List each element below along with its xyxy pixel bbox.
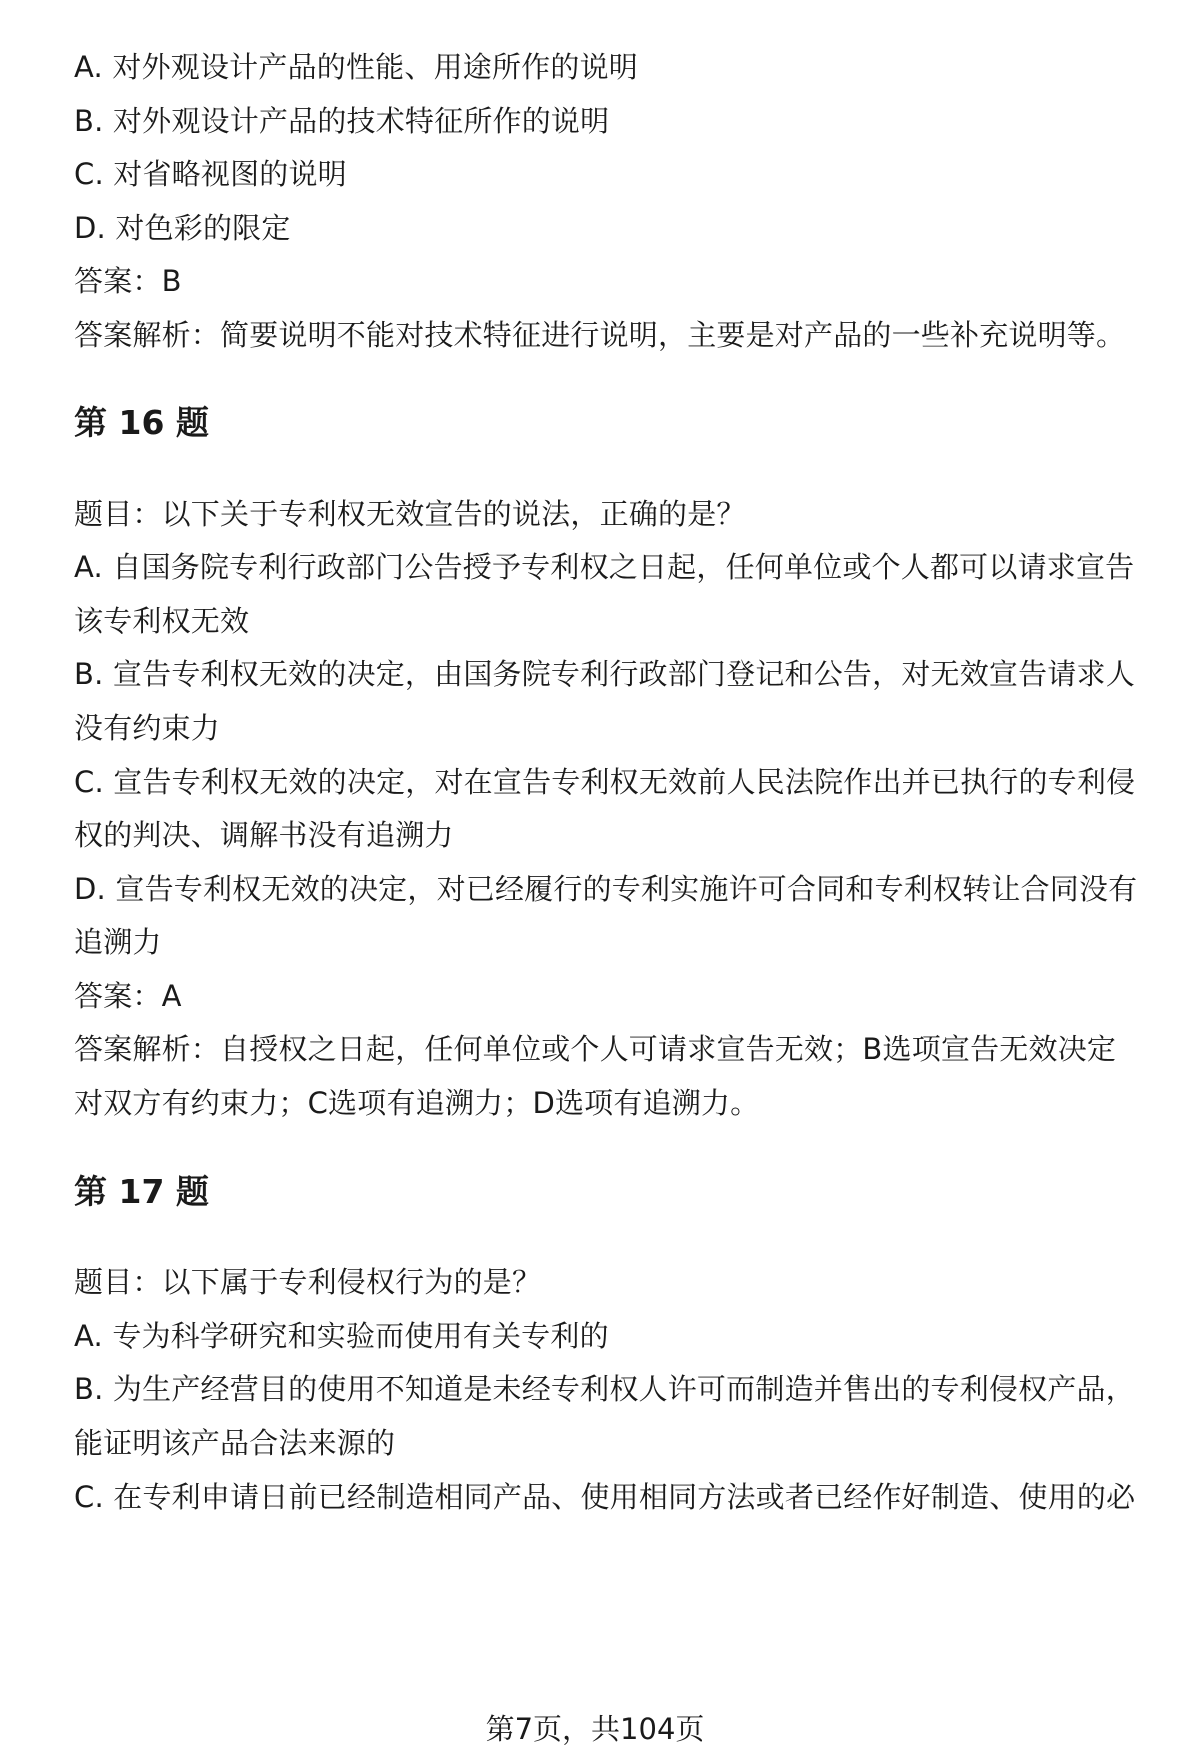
q15-option-a: A. 对外观设计产品的性能、用途所作的说明 — [74, 50, 638, 84]
page-number-footer: 第7页，共104页 — [485, 1712, 705, 1746]
q16-analysis-line1: 答案解析：自授权之日起，任何单位或个人可请求宣告无效；B选项宣告无效决定 — [74, 1032, 1117, 1066]
q17-option-b-line2: 能证明该产品合法来源的 — [74, 1426, 396, 1460]
q17-heading: 第 17 题 — [74, 1172, 209, 1211]
q15-option-c: C. 对省略视图的说明 — [74, 157, 347, 191]
q17-option-b-line1: B. 为生产经营目的使用不知道是未经专利权人许可而制造并售出的专利侵权产品， — [74, 1372, 1135, 1406]
q16-option-c-line2: 权的判决、调解书没有追溯力 — [74, 818, 454, 852]
q16-question: 题目：以下关于专利权无效宣告的说法，正确的是？ — [74, 497, 746, 531]
q15-option-b: B. 对外观设计产品的技术特征所作的说明 — [74, 104, 610, 138]
q16-heading: 第 16 题 — [74, 403, 209, 442]
q17-question: 题目：以下属于专利侵权行为的是？ — [74, 1265, 542, 1299]
q16-option-b-line2: 没有约束力 — [74, 711, 221, 745]
q16-option-d-line1: D. 宣告专利权无效的决定，对已经履行的专利实施许可合同和专利权转让合同没有 — [74, 872, 1138, 906]
q15-answer: 答案：B — [74, 264, 182, 298]
q15-analysis: 答案解析：简要说明不能对技术特征进行说明，主要是对产品的一些补充说明等。 — [74, 318, 1126, 352]
q16-analysis-line2: 对双方有约束力；C选项有追溯力；D选项有追溯力。 — [74, 1086, 760, 1120]
q16-option-a-line1: A. 自国务院专利行政部门公告授予专利权之日起，任何单位或个人都可以请求宣告 — [74, 550, 1135, 584]
q16-option-a-line2: 该专利权无效 — [74, 604, 250, 638]
q16-option-c-line1: C. 宣告专利权无效的决定，对在宣告专利权无效前人民法院作出并已执行的专利侵 — [74, 765, 1136, 799]
q16-option-b-line1: B. 宣告专利权无效的决定，由国务院专利行政部门登记和公告，对无效宣告请求人 — [74, 657, 1135, 691]
q17-option-a: A. 专为科学研究和实验而使用有关专利的 — [74, 1319, 609, 1353]
q16-option-d-line2: 追溯力 — [74, 925, 162, 959]
q15-option-d: D. 对色彩的限定 — [74, 211, 291, 245]
q17-option-c-line1: C. 在专利申请日前已经制造相同产品、使用相同方法或者已经作好制造、使用的必 — [74, 1480, 1136, 1514]
q16-answer: 答案：A — [74, 979, 182, 1013]
